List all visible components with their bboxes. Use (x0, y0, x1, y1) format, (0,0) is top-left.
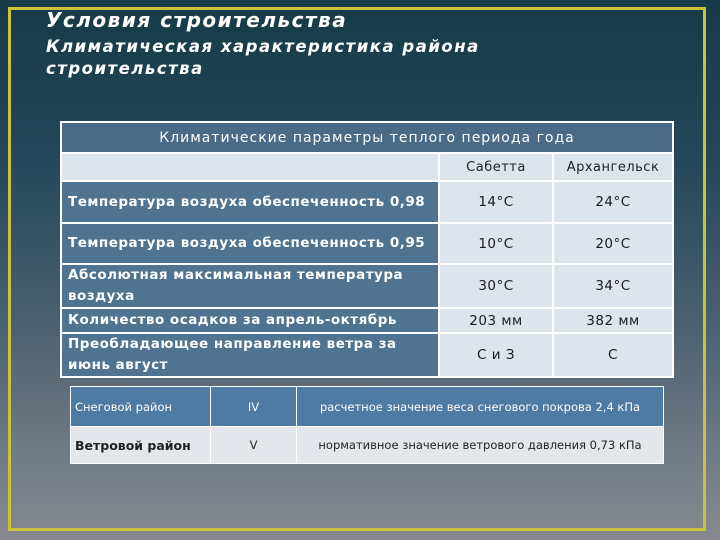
wind-zone-value: V (211, 427, 297, 464)
row-value-arkhangelsk: 20°С (553, 223, 673, 264)
row-value-arkhangelsk: 24°С (553, 181, 673, 223)
row-value-sabetta: С и З (439, 333, 553, 377)
row-value-arkhangelsk: С (553, 333, 673, 377)
row-parameter: Количество осадков за апрель-октябрь (61, 308, 439, 333)
snow-zone-value: IV (211, 387, 297, 427)
zones-table (70, 386, 664, 464)
row-value-arkhangelsk: 382 мм (553, 308, 673, 333)
slide-title: Условия строительства (46, 8, 348, 32)
row-value-sabetta: 203 мм (439, 308, 553, 333)
snow-zone-row (71, 387, 664, 427)
climate-table-header: Климатические параметры теплого периода года (61, 122, 673, 153)
row-parameter: Температура воздуха обеспеченность 0,95 (61, 223, 439, 264)
row-parameter: Абсолютная максимальная температура воздуха (61, 264, 439, 308)
slide-subtitle: Климатическая характеристика района строительства (46, 37, 480, 78)
wind-zone-note: нормативное значение ветрового давления 0,73 кПа (297, 427, 664, 464)
column-header-sabetta: Сабетта (439, 153, 553, 181)
column-header-empty (61, 153, 439, 181)
table-row (61, 308, 673, 333)
column-header-arkhangelsk: Архангельск (553, 153, 673, 181)
table-row (61, 264, 673, 308)
wind-zone-row (71, 427, 664, 464)
row-parameter: Температура воздуха обеспеченность 0,98 (61, 181, 439, 223)
table-row (61, 333, 673, 377)
climate-parameters-table (60, 121, 674, 378)
row-value-sabetta: 30°С (439, 264, 553, 308)
snow-zone-note: расчетное значение веса снегового покрова 2,4 кПа (297, 387, 664, 427)
row-value-arkhangelsk: 34°С (553, 264, 673, 308)
row-parameter: Преобладающее направление ветра за июнь август (61, 333, 439, 377)
row-value-sabetta: 10°С (439, 223, 553, 264)
wind-zone-label: Ветровой район (71, 427, 211, 464)
row-value-sabetta: 14°С (439, 181, 553, 223)
table-row (61, 181, 673, 223)
table-row (61, 223, 673, 264)
snow-zone-label: Снеговой район (71, 387, 211, 427)
